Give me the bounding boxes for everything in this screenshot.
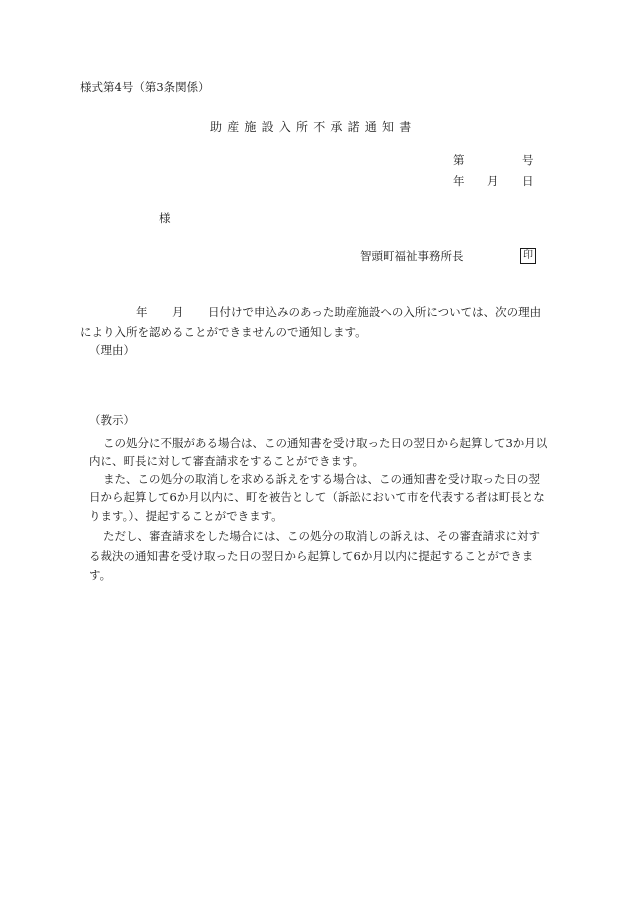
body-month-label: 月: [172, 305, 184, 319]
notice-line: ただし、審査請求をした場合には、この処分の取消しの訴えは、その審査請求に対す: [103, 529, 540, 543]
notice-line: 内に、町長に対して審査請求をすることができます。: [89, 454, 365, 468]
date-year-label: 年: [453, 174, 465, 188]
body-year-label: 年: [136, 305, 148, 319]
addressee-suffix: 様: [159, 211, 171, 225]
notice-label: （教示）: [89, 413, 135, 427]
reason-label: （理由）: [89, 343, 135, 357]
date-month-label: 月: [487, 174, 499, 188]
document-title: 助産施設入所不承諾通知書: [210, 120, 417, 134]
date-day-label: 日: [522, 174, 534, 188]
seal-mark: 印: [520, 248, 536, 264]
body-text-line2: により入所を認めることができませんので通知します。: [80, 325, 367, 339]
notice-line: この処分に不服がある場合は、この通知書を受け取った日の翌日から起算して3か月以: [103, 436, 548, 450]
notice-line: また、この処分の取消しを求める訴えをする場合は、この通知書を受け取った日の翌: [103, 472, 540, 486]
number-prefix: 第: [453, 153, 465, 167]
notice-line: ります。）、提起することができます。: [89, 509, 283, 523]
body-text-line1: 日付けで申込みのあった助産施設への入所については、次の理由: [208, 305, 542, 319]
number-suffix: 号: [522, 153, 534, 167]
notice-line: 日から起算して6か月以内に、町を被告として（訴訟において市を代表する者は町長とな: [89, 490, 545, 504]
form-number: 様式第4号（第3条関係）: [80, 80, 210, 94]
notice-line: す。: [89, 568, 112, 582]
notice-line: る裁決の通知書を受け取った日の翌日から起算して6か月以内に提起することができま: [89, 549, 534, 563]
issuer-name: 智頭町福祉事務所長: [360, 249, 464, 263]
